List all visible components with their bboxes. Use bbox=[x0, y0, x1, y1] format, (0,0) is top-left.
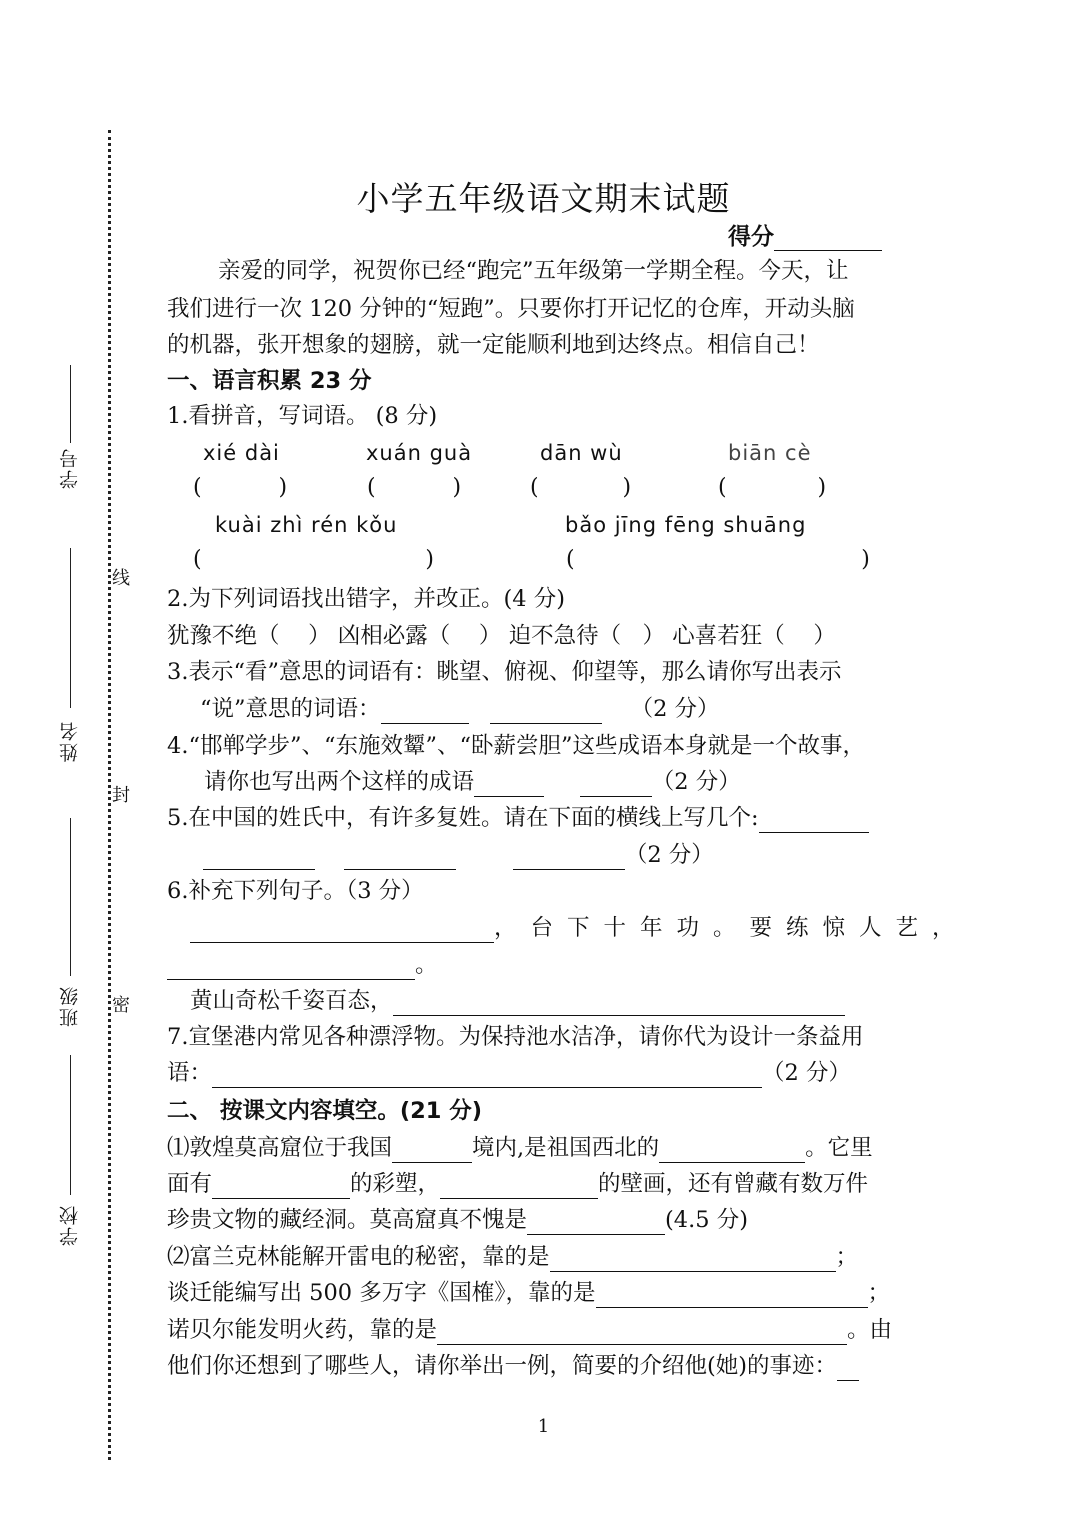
answer-box-2[interactable]: ( ) bbox=[367, 475, 462, 500]
s2-p1-f: 的壁画，还有曾藏有数万件 bbox=[598, 1171, 869, 1197]
s2-p1-g: 珍贵文物的藏经洞。莫高窟真不愧是 bbox=[167, 1207, 528, 1233]
student-no-blank[interactable] bbox=[70, 365, 71, 443]
s2-p1-blank-3[interactable] bbox=[212, 1174, 350, 1199]
s2-p2-semi-1: ； bbox=[835, 1244, 859, 1270]
answer-box-3[interactable]: ( ) bbox=[530, 475, 632, 500]
q6-blank-3[interactable] bbox=[393, 991, 845, 1016]
school-blank[interactable] bbox=[70, 1055, 71, 1195]
s2-p2-blank-1[interactable] bbox=[550, 1247, 836, 1272]
s2-p2-line-1 bbox=[167, 1242, 858, 1272]
q2-blank-2[interactable]: （ ） bbox=[427, 623, 502, 649]
score-blank[interactable] bbox=[774, 228, 882, 251]
q6-sentence-1: ，台下十年功。要练惊人艺， bbox=[494, 915, 969, 941]
score-field bbox=[728, 218, 882, 251]
q4-blank-2[interactable] bbox=[580, 772, 652, 797]
class-label: 班级 bbox=[59, 985, 81, 1027]
s2-p1-c: 。它里 bbox=[805, 1135, 873, 1161]
pinyin-1: xié dài bbox=[203, 441, 280, 465]
s2-p2-b: 谈迁能编写出 500 多万字《国榷》，靠的是 bbox=[167, 1280, 596, 1306]
q3-line-2 bbox=[200, 694, 720, 724]
q6-line-1 bbox=[190, 913, 969, 943]
q6-blank-2[interactable] bbox=[167, 955, 415, 980]
student-no-label: 学号 bbox=[59, 447, 81, 489]
intro-line-2: 我们进行一次 120 分钟的“短跑”。只要你打开记忆的仓库，开动头脑 bbox=[167, 296, 855, 322]
q7-blank[interactable] bbox=[212, 1063, 762, 1088]
s2-p2-blank-3[interactable] bbox=[437, 1320, 847, 1345]
q2-blank-3[interactable]: （ ） bbox=[598, 623, 666, 649]
intro-line-3: 的机器，张开想象的翅膀，就一定能顺利地到达终点。相信自己！ bbox=[167, 332, 820, 358]
q2-word-2: 凶相必露 bbox=[337, 623, 428, 649]
q2-stem: 2.为下列词语找出错字，并改正。(4 分) bbox=[167, 586, 565, 612]
q7-score: （2 分） bbox=[762, 1060, 851, 1086]
pinyin-6: bǎo jīng fēng shuāng bbox=[565, 513, 807, 537]
section2-heading: 二、 按课文内容填空。(21 分) bbox=[167, 1098, 483, 1124]
s2-p1-blank-5[interactable] bbox=[527, 1210, 665, 1235]
score-label: 得分 bbox=[728, 224, 774, 250]
binding-mark-mi: 密 bbox=[109, 995, 130, 1013]
s2-p2-c: 诺贝尔能发明火药，靠的是 bbox=[167, 1317, 438, 1343]
q7-prefix: 语： bbox=[167, 1060, 213, 1086]
s2-p2-blank-2[interactable] bbox=[596, 1283, 868, 1308]
q4-score: （2 分） bbox=[651, 769, 741, 795]
q3-blank-1[interactable] bbox=[381, 699, 469, 724]
s2-p2-a: ⑵富兰克林能解开雷电的秘密，靠的是 bbox=[167, 1244, 550, 1270]
answer-box-4[interactable]: ( ) bbox=[718, 475, 827, 500]
q5-stem: 5.在中国的姓氏中，有许多复姓。请在下面的横线上写几个: bbox=[167, 805, 759, 831]
pinyin-2: xuán guà bbox=[366, 441, 473, 465]
q4-prefix: 请你也写出两个这样的成语 bbox=[204, 769, 475, 795]
s2-p2-d: 他们你还想到了哪些人，请你举出一例，简要的介绍他(她)的事迹： bbox=[167, 1353, 838, 1379]
q5-blank-3[interactable] bbox=[344, 845, 456, 870]
s2-p1-score: (4.5 分) bbox=[665, 1207, 749, 1233]
q5-line-1 bbox=[167, 803, 869, 833]
s2-p2-line-4 bbox=[167, 1351, 859, 1381]
intro-line-1: 亲爱的同学，祝贺你已经“跑完”五年级第一学期全程。今天，让 bbox=[218, 258, 849, 284]
q6-stem: 6.补充下列句子。（3 分） bbox=[167, 878, 424, 904]
q6-line-2 bbox=[167, 950, 438, 980]
binding-mark-xian: 线 bbox=[109, 568, 130, 586]
answer-box-1[interactable]: ( ) bbox=[193, 475, 288, 500]
q3-score: （2 分） bbox=[630, 696, 720, 722]
q6-line-3 bbox=[190, 986, 845, 1016]
pinyin-3: dān wù bbox=[540, 441, 623, 465]
s2-p1-line-2 bbox=[167, 1169, 868, 1199]
q3-prefix: “说”意思的词语： bbox=[200, 696, 381, 722]
s2-p2-c-end: 。由 bbox=[847, 1317, 893, 1343]
answer-box-6[interactable]: ( ) bbox=[566, 547, 870, 572]
q4-blank-1[interactable] bbox=[474, 772, 544, 797]
name-label: 姓名 bbox=[59, 720, 81, 762]
q7-line-2 bbox=[167, 1058, 851, 1088]
q3-line-1: 3.表示“看”意思的词语有：眺望、俯视、仰望等，那么请你写出表示 bbox=[167, 659, 842, 685]
s2-p1-e: 的彩塑， bbox=[350, 1171, 441, 1197]
q5-blank-2[interactable] bbox=[203, 845, 315, 870]
section1-heading: 一、语言积累 23 分 bbox=[167, 368, 372, 394]
q5-blank-1[interactable] bbox=[759, 808, 869, 833]
q2-word-3: 迫不急待 bbox=[508, 623, 599, 649]
answer-box-5[interactable]: ( ) bbox=[193, 547, 434, 572]
q4-line-2 bbox=[204, 767, 741, 797]
q5-line-2 bbox=[203, 840, 714, 870]
q2-word-1: 犹豫不绝 bbox=[167, 623, 258, 649]
q7-line-1: 7.宣堡港内常见各种漂浮物。为保持池水洁净，请你代为设计一条益用 bbox=[167, 1024, 864, 1050]
q3-blank-2[interactable] bbox=[490, 699, 602, 724]
page-number: 1 bbox=[537, 1416, 550, 1437]
pinyin-4: biān cè bbox=[728, 441, 812, 465]
name-blank[interactable] bbox=[70, 548, 71, 708]
page-title: 小学五年级语文期末试题 bbox=[356, 179, 731, 218]
q2-words bbox=[167, 621, 836, 651]
pinyin-5: kuài zhì rén kǒu bbox=[215, 513, 398, 537]
q2-blank-1[interactable]: （ ） bbox=[257, 623, 331, 649]
q6-sentence-2: 黄山奇松千姿百态， bbox=[190, 988, 393, 1014]
q2-word-4: 心喜若狂 bbox=[672, 623, 763, 649]
class-blank[interactable] bbox=[70, 818, 71, 976]
s2-p1-line-1 bbox=[167, 1133, 873, 1163]
q1-stem: 1.看拼音，写词语。 (8 分) bbox=[167, 403, 438, 429]
s2-p2-semi-2: ； bbox=[867, 1280, 891, 1306]
s2-p2-line-3 bbox=[167, 1315, 892, 1345]
s2-p2-blank-4[interactable] bbox=[837, 1356, 859, 1381]
s2-p1-blank-1[interactable] bbox=[392, 1138, 472, 1163]
q5-score: （2 分） bbox=[624, 842, 714, 868]
s2-p1-line-3 bbox=[167, 1205, 748, 1235]
s2-p1-blank-2[interactable] bbox=[659, 1138, 805, 1163]
s2-p1-b: 境内,是祖国西北的 bbox=[472, 1135, 660, 1161]
s2-p1-a: ⑴敦煌莫高窟位于我国 bbox=[167, 1135, 393, 1161]
school-label: 学校 bbox=[59, 1204, 81, 1246]
q6-blank-1[interactable] bbox=[190, 918, 494, 943]
s2-p1-d: 面有 bbox=[167, 1171, 213, 1197]
binding-mark-feng: 封 bbox=[109, 785, 130, 803]
q2-blank-4[interactable]: （ ） bbox=[762, 623, 836, 649]
s2-p1-blank-4[interactable] bbox=[440, 1174, 598, 1199]
s2-p2-line-2 bbox=[167, 1278, 890, 1308]
q5-blank-4[interactable] bbox=[513, 845, 625, 870]
q4-line-1: 4.“邯郸学步”、“东施效颦”、“卧薪尝胆”这些成语本身就是一个故事， bbox=[167, 733, 865, 759]
q6-end-mark: 。 bbox=[415, 952, 438, 978]
